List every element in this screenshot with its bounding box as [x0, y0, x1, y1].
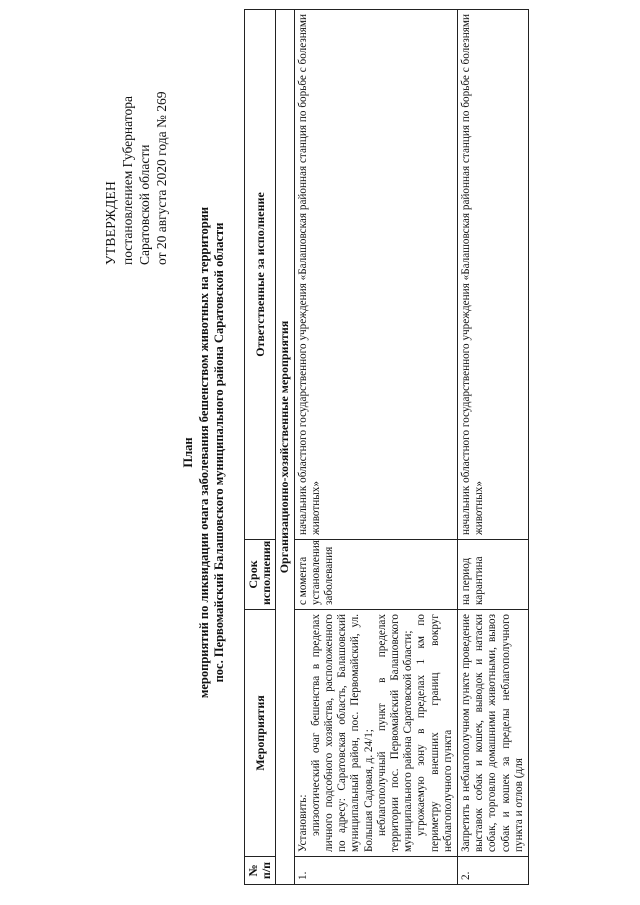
row-num: 1. [294, 857, 457, 885]
header-responsible: Ответственные за исполнение [245, 10, 276, 540]
approval-line-3: от 20 августа 2020 года № 269 [154, 91, 169, 265]
header-deadline: Срок исполнения [245, 540, 276, 610]
approval-heading: УТВЕРЖДЕН [103, 180, 118, 265]
row-num: 2. [458, 857, 529, 885]
row-responsible: начальник областного государственного учреждения «Балашовская районная станция по борьбе с болезнями животных» [294, 10, 457, 540]
document-title [181, 0, 228, 905]
measure-line: эпизоотический очаг бешенства в пределах личного подсобного хозяйства, расположенного по адресу: Саратовская область, Балашовский муниципальный район, пос. Первомайский, ул. Большая Садовая, д. 24/1; [309, 614, 375, 852]
measure-line: Запретить в неблагополучном пункте проведение выставок собак и кошек, выводок и натаски собак, торговлю домашними животными, вывоз собак и кошек за пределы неблагополучного пункта и отлов (для [460, 614, 525, 852]
title-line-2: мероприятий по ликвидации очага заболевания бешенством животных на территории [196, 206, 211, 699]
approval-stamp [102, 92, 170, 265]
approval-line-1: постановлением Губернатора [120, 96, 135, 265]
row-responsible: начальник областного государственного учреждения «Балашовская районная станция по борьбе с болезнями животных» [458, 10, 529, 540]
approval-line-2: Саратовской области [137, 144, 152, 265]
title-line-1: План [181, 437, 195, 468]
row-deadline: с момента установления заболевания [294, 540, 457, 610]
measure-line: Установить: [296, 794, 309, 852]
title-line-3: пос. Первомайский Балашовского муниципального района Саратовской области [212, 222, 226, 683]
header-measures: Мероприятия [245, 610, 276, 857]
table-row [294, 10, 457, 885]
measure-line: неблагополучный пункт в пределах территории пос. Первомайский Балашовского муниципального района Саратовской области; [375, 614, 415, 852]
measure-line: угрожаемую зону в пределах 1 км по периметру внешних границ вокруг неблагополучного пункта [415, 614, 454, 852]
row-deadline: на период карантина [458, 540, 529, 610]
section-row [276, 10, 294, 885]
row-measure [294, 610, 457, 857]
table-row [458, 10, 529, 885]
section-title: Организационно-хозяйственные мероприятия [276, 10, 294, 885]
measures-table [244, 9, 529, 885]
header-num: № п/п [245, 857, 276, 885]
row-measure [458, 610, 529, 857]
table-header-row [245, 10, 276, 885]
